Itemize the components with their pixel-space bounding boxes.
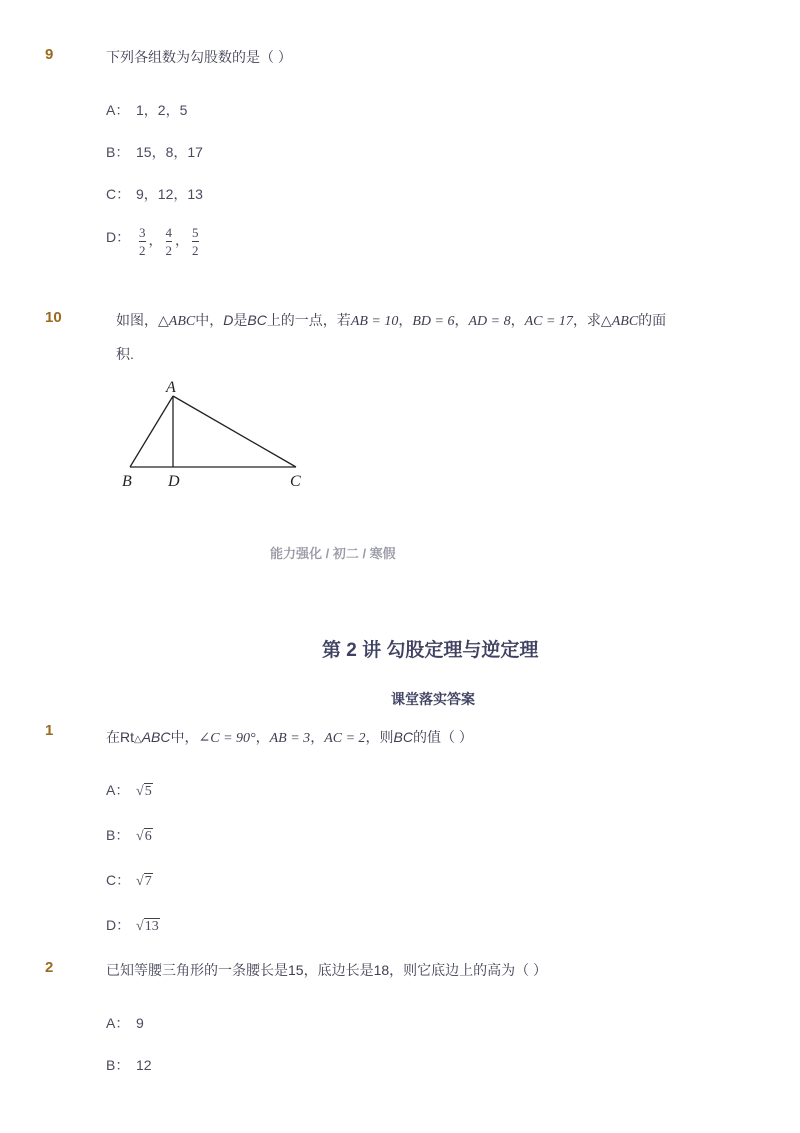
question-10-text-line2: 积. xyxy=(116,346,134,362)
option-value: 12 xyxy=(136,1057,152,1073)
separator: ， xyxy=(148,232,163,249)
question-9-text: 下列各组数为勾股数的是（ ） xyxy=(106,49,292,65)
question-10-text: 如图，△ABC中，D是BC上的一点，若AB = 10，BD = 6，AD = 8，AC = 17，求△ABC的面 xyxy=(116,312,667,329)
option-label: A： xyxy=(106,1015,130,1031)
option-value: 9，12，13 xyxy=(136,186,203,202)
sqrt-13: √13 xyxy=(136,919,159,934)
option-value: 1，2，5 xyxy=(136,102,188,118)
label-d: D xyxy=(168,473,180,490)
q2-option-a[interactable] xyxy=(106,1013,144,1033)
option-label: C： xyxy=(106,186,131,202)
separator: ， xyxy=(175,232,189,249)
q1-option-d[interactable] xyxy=(106,915,160,935)
question-number-9: 9 xyxy=(45,46,54,63)
question-2-text: 已知等腰三角形的一条腰长是15，底边长是18，则它底边上的高为（ ） xyxy=(106,962,548,978)
option-label: B： xyxy=(106,144,130,160)
option-label: A： xyxy=(106,782,130,798)
label-b: B xyxy=(122,473,132,490)
fraction-5-2: $\frac{5}{2}$ xyxy=(192,225,199,258)
question-number-10: 10 xyxy=(45,309,62,326)
option-value: 9 xyxy=(136,1015,144,1031)
segment-ac xyxy=(173,396,296,467)
option-label: B： xyxy=(106,827,130,843)
segment-ab xyxy=(130,396,173,467)
option-label: C： xyxy=(106,872,131,888)
option-value: 15，8，17 xyxy=(136,144,203,160)
q9-option-d[interactable] xyxy=(106,226,202,257)
question-number-2: 2 xyxy=(45,959,54,976)
q1-option-b[interactable] xyxy=(106,825,153,845)
fraction-3-2: $\frac{3}{2}$ xyxy=(139,225,146,258)
option-label: B： xyxy=(106,1057,130,1073)
label-c: C xyxy=(290,473,301,490)
question-1-text: 在Rt△ABC中，∠C = 90°，AB = 3，AC = 2，则BC的值（ ） xyxy=(106,729,473,746)
label-a: A xyxy=(166,379,176,396)
fraction-4-2: $\frac{4}{2}$ xyxy=(165,225,172,258)
sqrt-6: √6 xyxy=(136,829,152,844)
option-label: A： xyxy=(106,102,130,118)
q9-option-c[interactable] xyxy=(106,184,203,204)
option-label: D： xyxy=(106,229,131,245)
triangle-figure xyxy=(110,372,320,497)
q1-option-a[interactable] xyxy=(106,780,153,800)
q1-option-c[interactable] xyxy=(106,870,153,890)
footer-breadcrumb: 能力强化 / 初二 / 寒假 xyxy=(270,546,396,561)
section-subtitle: 课堂落实答案 xyxy=(391,691,475,707)
question-number-1: 1 xyxy=(45,722,54,739)
lesson-title: 第 2 讲 勾股定理与逆定理 xyxy=(322,640,539,661)
sqrt-5: √5 xyxy=(136,784,152,799)
option-label: D： xyxy=(106,917,131,933)
q9-option-b[interactable] xyxy=(106,142,203,162)
q2-option-b[interactable] xyxy=(106,1055,152,1075)
sqrt-7: √7 xyxy=(136,874,152,889)
q9-option-a[interactable] xyxy=(106,100,187,120)
